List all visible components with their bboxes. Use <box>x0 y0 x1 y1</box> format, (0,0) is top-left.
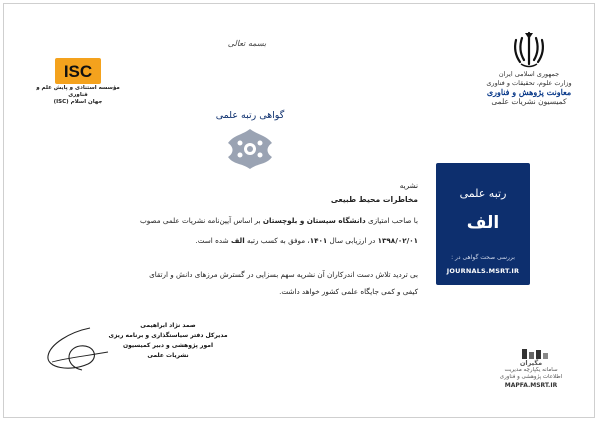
ministry-line4: کمیسیون نشریات علمی <box>491 97 567 106</box>
isc-line2: جهان اسلام (ISC) <box>53 99 103 105</box>
footer-line1: سامانه یکپارچه مدیریت <box>504 367 558 373</box>
body-line-5: بی تردید تلاش دست اندرکاران آن نشریه سهم بسزایی در گسترش مرزهای دانش و ارتقای <box>149 270 418 279</box>
isc-line1: مؤسسه استنادی و پایش علم و فناوری <box>36 85 120 98</box>
footer-text <box>470 360 592 389</box>
badge-rank-label: رتبه علمی <box>459 187 507 200</box>
ministry-line3: معاونت پژوهش و فناوری <box>486 87 572 97</box>
ministry-line1: جمهوری اسلامی ایران <box>498 70 560 78</box>
isc-logo-icon <box>55 58 101 84</box>
isc-logo-text: ISC <box>63 62 93 81</box>
iran-emblem-icon <box>511 30 547 70</box>
badge-check-text: بررسی صحت گواهی در : <box>451 254 515 261</box>
body-line4-mid2: ، موفق به کسب رتبه <box>246 236 310 245</box>
bismillah-text: بسمه تعالی <box>227 39 267 48</box>
approval-date: ۱۳۹۸/۰۲/۰۱ <box>377 236 418 245</box>
body-line3-pre: با صاحب امتیازی <box>367 216 418 225</box>
journal-name: مخاطرات محیط طبیعی <box>330 195 418 204</box>
body-line-journal-label: نشریه <box>399 181 418 190</box>
ministry-text <box>470 70 588 106</box>
signer-role3: نشریات علمی <box>147 352 189 359</box>
badge-url-link[interactable]: JOURNALS.MSRT.IR <box>446 267 520 275</box>
signer-role2: امور پژوهشی و دبیر کمیسیون <box>122 342 214 349</box>
inline-grade: الف <box>230 236 245 245</box>
body-line4-post: شده است. <box>195 236 229 245</box>
body-line3-post: بر اساس آیین‌نامه نشریات علمی مصوب <box>140 216 261 225</box>
ministry-line2: وزارت علوم، تحقیقات و فناوری <box>486 79 572 87</box>
body-line4-mid: در ارزیابی سال <box>329 236 376 245</box>
body-line-4 <box>20 236 418 246</box>
body-line-6: کیفی و کمی جایگاه علمی کشور خواهد داشت. <box>279 287 418 296</box>
signer-name: صمد نژاد ابراهیمی <box>140 322 196 329</box>
ornament-icon <box>220 125 280 173</box>
footer-line2: اطلاعات پژوهشی و فناوری <box>499 374 563 380</box>
certificate-title: گواهی رتبه علمی <box>215 110 285 121</box>
rank-badge <box>436 163 530 285</box>
evaluation-year: ۱۴۰۱ <box>309 236 328 245</box>
university-name: دانشگاه سیستان و بلوچستان <box>262 216 366 225</box>
body-line-3 <box>20 216 418 226</box>
signature-block <box>108 321 228 361</box>
footer-logo-text: مگیران <box>519 359 543 367</box>
isc-caption <box>26 85 130 106</box>
badge-grade: الف <box>466 213 500 233</box>
footer-url-link[interactable]: MAPFA.MSRT.IR <box>504 382 558 389</box>
signer-role1: مدیرکل دفتر سیاستگذاری و برنامه ریزی <box>108 332 228 339</box>
